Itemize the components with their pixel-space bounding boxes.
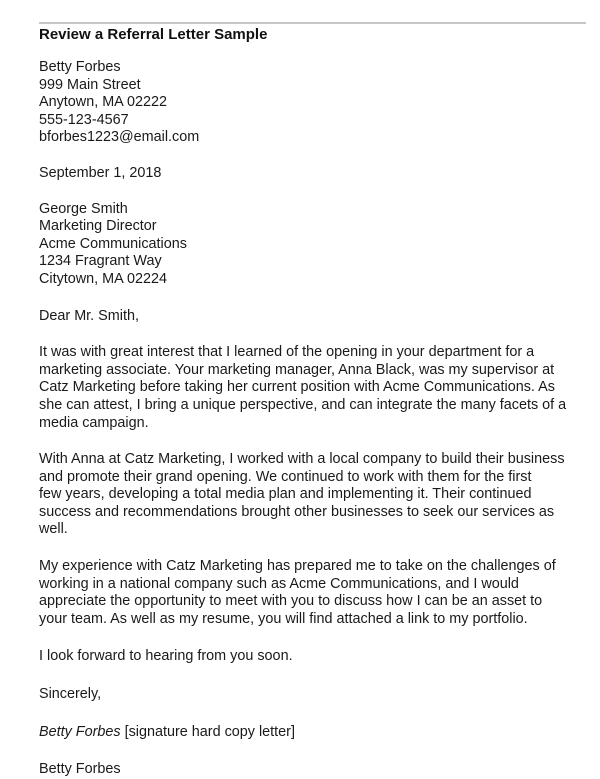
signature-note: [signature hard copy letter] [120,723,295,740]
sender-city: Anytown, MA 02222 [39,94,167,111]
sender-phone: 555-123-4567 [39,111,129,128]
paragraph-line: Catz Marketing before taking her current position with Acme Communications. As [39,379,555,396]
paragraph-line: appreciate the opportunity to meet with you to discuss how I can be an asset to [39,593,543,610]
page-title: Review a Referral Letter Sample [39,26,268,43]
closing-text: Sincerely, [39,686,102,703]
signature [39,724,574,742]
letter-date [39,165,574,183]
body-paragraph-4 [39,648,574,666]
recipient-name: George Smith [39,200,128,217]
signature-line [39,724,574,742]
paragraph-line: and promote their grand opening. We continued to work with them for the first [39,468,532,485]
paragraph-line: your team. As well as my resume, you will find attached a link to my portfolio. [39,610,528,627]
paragraph-line: well. [39,521,68,538]
paragraph-line: success and recommendations brought other businesses to seek our services as [39,503,555,520]
recipient-title: Marketing Director [39,218,157,235]
paragraph-line: My experience with Catz Marketing has prepared me to take on the challenges of [39,558,556,575]
sender-email: bforbes1223@email.com [39,129,200,146]
salutation [39,308,574,326]
signature-name: Betty Forbes [39,723,121,740]
recipient-address [39,201,574,289]
paragraph-line: media campaign. [39,414,149,431]
body-paragraph-2 [39,451,574,539]
closing [39,686,574,704]
recipient-street: 1234 Fragrant Way [39,253,162,270]
paragraph-line: I look forward to hearing from you soon. [39,648,293,665]
sender-address [39,59,574,147]
typed-name-text: Betty Forbes [39,761,121,778]
paragraph-line: few years, developing a total media plan and implementing it. Their continued [39,486,532,503]
recipient-city: Citytown, MA 02224 [39,270,167,287]
recipient-company: Acme Communications [39,235,187,252]
paragraph-line: marketing associate. Your marketing manager, Anna Black, was my supervisor at [39,361,555,378]
body-paragraph-1 [39,344,574,432]
typed-name [39,761,574,779]
letter-body [39,59,574,779]
sender-street: 999 Main Street [39,76,141,93]
date-text: September 1, 2018 [39,164,162,181]
salutation-text: Dear Mr. Smith, [39,307,139,324]
top-divider [39,22,586,24]
body-paragraph-3 [39,558,574,628]
paragraph-line: she can attest, I bring a unique perspective, and can integrate the many facets of a [39,396,567,413]
sender-name: Betty Forbes [39,59,121,75]
paragraph-line: working in a national company such as Acme Communications, and I would [39,575,519,592]
paragraph-line: It was with great interest that I learned of the opening in your department for a [39,344,535,361]
paragraph-line: With Anna at Catz Marketing, I worked with a local company to build their business [39,451,565,468]
